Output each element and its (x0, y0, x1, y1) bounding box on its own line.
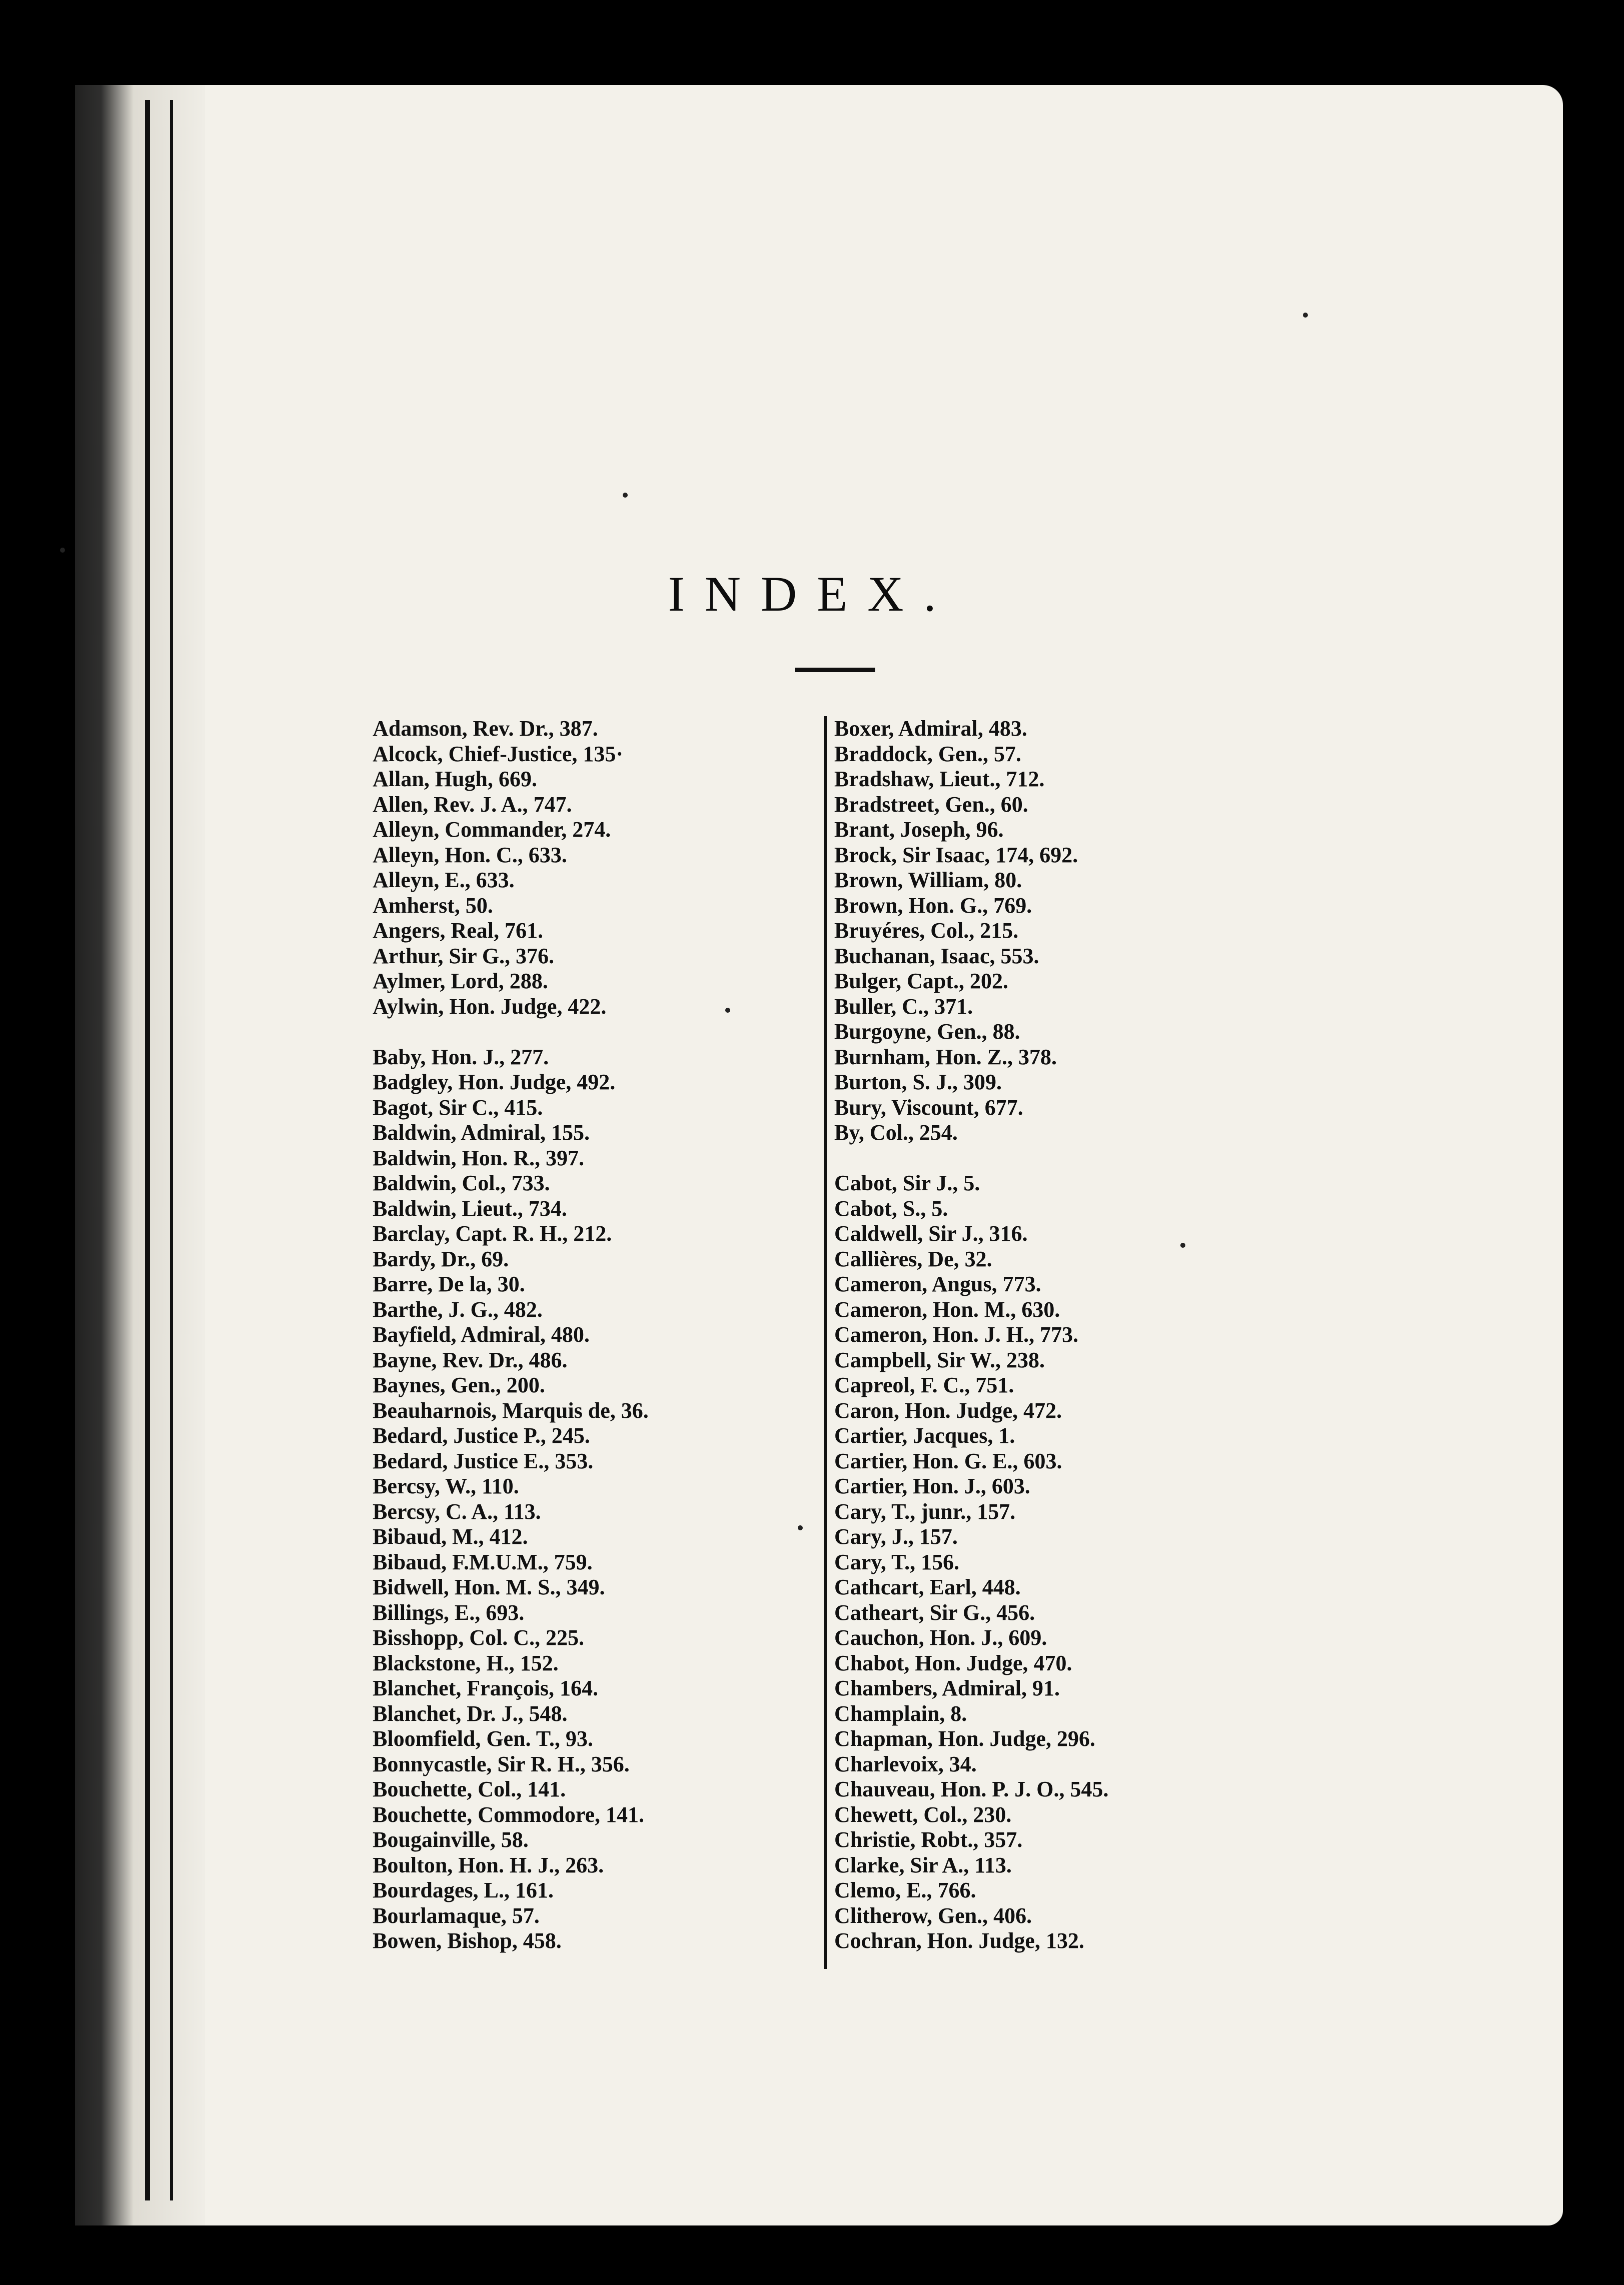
index-entry: Bouchette, Commodore, 141. (373, 1802, 644, 1827)
index-entry: Blanchet, Dr. J., 548. (373, 1701, 568, 1726)
index-column-left (373, 716, 793, 1954)
index-entry: Brock, Sir Isaac, 174, 692. (834, 842, 1078, 867)
index-entry: Cabot, S., 5. (834, 1196, 948, 1221)
index-entry: Cameron, Hon. M., 630. (834, 1297, 1060, 1322)
book-spine (75, 85, 205, 2225)
scan-speck (1180, 1243, 1185, 1248)
index-group-a (373, 716, 793, 1019)
index-entry: Baldwin, Col., 733. (373, 1171, 550, 1195)
index-entry: Allen, Rev. J. A., 747. (373, 792, 572, 817)
index-entry: Buchanan, Isaac, 553. (834, 943, 1039, 968)
index-entry: Cartier, Hon. J., 603. (834, 1474, 1030, 1498)
index-entry: Chewett, Col., 230. (834, 1802, 1012, 1827)
index-entry: Alleyn, Commander, 274. (373, 817, 611, 842)
index-entry: Bloomfield, Gen. T., 93. (373, 1726, 593, 1751)
index-entry: Chambers, Admiral, 91. (834, 1676, 1060, 1700)
index-entry: Bougainville, 58. (373, 1827, 529, 1852)
index-entry: Barre, De la, 30. (373, 1272, 525, 1296)
index-entry: Bowen, Bishop, 458. (373, 1928, 562, 1953)
index-entry: Barclay, Capt. R. H., 212. (373, 1221, 612, 1246)
index-entry: Burnham, Hon. Z., 378. (834, 1044, 1057, 1069)
index-entry: Buller, C., 371. (834, 994, 973, 1019)
page-title: INDEX. (668, 566, 956, 622)
index-entry: Bradstreet, Gen., 60. (834, 792, 1028, 817)
index-entry: Angers, Real, 761. (373, 918, 543, 943)
index-entry: Boxer, Admiral, 483. (834, 716, 1027, 741)
index-entry: Adamson, Rev. Dr., 387. (373, 716, 598, 741)
index-entry: Bury, Viscount, 677. (834, 1095, 1023, 1120)
index-entry: Bayne, Rev. Dr., 486. (373, 1347, 568, 1372)
index-entry: Bruyéres, Col., 215. (834, 918, 1019, 943)
index-entry: Allan, Hugh, 669. (373, 767, 537, 791)
index-entry: Blanchet, François, 164. (373, 1676, 598, 1700)
index-entry: Brown, William, 80. (834, 868, 1022, 892)
spine-edge-line (145, 100, 150, 2200)
index-entry: Bercsy, W., 110. (373, 1474, 519, 1498)
index-entry: Clitherow, Gen., 406. (834, 1903, 1032, 1928)
index-entry: Bouchette, Col., 141. (373, 1777, 566, 1801)
index-entry: Cary, T., junr., 157. (834, 1499, 1016, 1524)
index-entry: Campbell, Sir W., 238. (834, 1347, 1045, 1372)
index-entry: Cathcart, Earl, 448. (834, 1575, 1021, 1599)
index-entry: Cochran, Hon. Judge, 132. (834, 1928, 1084, 1953)
index-entry: Bardy, Dr., 69. (373, 1246, 509, 1271)
index-entry: Bercsy, C. A., 113. (373, 1499, 541, 1524)
index-entry: Baynes, Gen., 200. (373, 1373, 545, 1397)
index-entry: Baby, Hon. J., 277. (373, 1044, 549, 1069)
index-entry: Cabot, Sir J., 5. (834, 1171, 980, 1195)
index-entry: Chapman, Hon. Judge, 296. (834, 1726, 1096, 1751)
index-entry: Cartier, Jacques, 1. (834, 1423, 1015, 1448)
index-entry: Bagot, Sir C., 415. (373, 1095, 543, 1120)
index-entry: Bourdages, L., 161. (373, 1878, 554, 1902)
index-entry: Baldwin, Admiral, 155. (373, 1120, 590, 1145)
index-entry: Boulton, Hon. H. J., 263. (373, 1852, 604, 1877)
index-entry: Beauharnois, Marquis de, 36. (373, 1398, 649, 1423)
index-entry: Christie, Robt., 357. (834, 1827, 1023, 1852)
index-column-right (834, 716, 1284, 1954)
index-entry: Cartier, Hon. G. E., 603. (834, 1448, 1062, 1473)
index-entry: Alleyn, Hon. C., 633. (373, 842, 567, 867)
index-entry: Callières, De, 32. (834, 1246, 992, 1271)
index-entry: Chauveau, Hon. P. J. O., 545. (834, 1777, 1109, 1801)
index-group-c (834, 1171, 1284, 1954)
index-entry: Alcock, Chief-Justice, 135· (373, 741, 624, 766)
index-entry: Billings, E., 693. (373, 1600, 525, 1625)
index-entry: Cameron, Angus, 773. (834, 1272, 1041, 1296)
index-entry: Braddock, Gen., 57. (834, 741, 1022, 766)
index-entry: Bonnycastle, Sir R. H., 356. (373, 1751, 630, 1776)
index-entry: Bidwell, Hon. M. S., 349. (373, 1575, 605, 1599)
index-entry: Chabot, Hon. Judge, 470. (834, 1650, 1072, 1675)
index-entry: Cauchon, Hon. J., 609. (834, 1625, 1047, 1650)
scan-speck (623, 493, 628, 498)
index-entry: Bayfield, Admiral, 480. (373, 1322, 590, 1347)
index-entry: Bradshaw, Lieut., 712. (834, 767, 1045, 791)
scan-speck (725, 1008, 730, 1013)
index-entry: Bisshopp, Col. C., 225. (373, 1625, 585, 1650)
index-entry: Burton, S. J., 309. (834, 1070, 1002, 1094)
index-entry: Cameron, Hon. J. H., 773. (834, 1322, 1079, 1347)
index-entry: Burgoyne, Gen., 88. (834, 1019, 1020, 1044)
index-entry: Blackstone, H., 152. (373, 1650, 559, 1675)
index-entry: Bourlamaque, 57. (373, 1903, 540, 1928)
index-entry: Bibaud, F.M.U.M., 759. (373, 1549, 593, 1574)
index-entry: Brant, Joseph, 96. (834, 817, 1004, 842)
book-page (75, 85, 1563, 2225)
index-entry: Amherst, 50. (373, 893, 493, 918)
group-spacer (834, 1146, 1284, 1171)
index-entry: Bedard, Justice P., 245. (373, 1423, 590, 1448)
index-entry: Aylmer, Lord, 288. (373, 969, 548, 993)
index-entry: Badgley, Hon. Judge, 492. (373, 1070, 616, 1094)
scan-speck (798, 1525, 803, 1530)
index-entry: Clemo, E., 766. (834, 1878, 976, 1902)
index-entry: Caron, Hon. Judge, 472. (834, 1398, 1062, 1423)
scan-speck (60, 548, 65, 553)
index-entry: Capreol, F. C., 751. (834, 1373, 1014, 1397)
index-entry: Baldwin, Hon. R., 397. (373, 1145, 584, 1170)
column-divider (824, 716, 827, 1969)
index-entry: Bedard, Justice E., 353. (373, 1448, 594, 1473)
title-rule (795, 668, 875, 672)
index-group-b (373, 1045, 793, 1954)
index-entry: Alleyn, E., 633. (373, 868, 515, 892)
index-entry: Cary, J., 157. (834, 1524, 958, 1549)
index-entry: Caldwell, Sir J., 316. (834, 1221, 1028, 1246)
index-entry: Brown, Hon. G., 769. (834, 893, 1032, 918)
index-group-b-continued (834, 716, 1284, 1146)
group-spacer (373, 1019, 793, 1045)
index-entry: Barthe, J. G., 482. (373, 1297, 543, 1322)
index-entry: Arthur, Sir G., 376. (373, 943, 555, 968)
scan-speck (1303, 313, 1308, 318)
index-entry: Clarke, Sir A., 113. (834, 1852, 1012, 1877)
index-entry: Bulger, Capt., 202. (834, 969, 1008, 993)
index-entry: Champlain, 8. (834, 1701, 967, 1726)
index-entry: By, Col., 254. (834, 1120, 958, 1145)
index-entry: Catheart, Sir G., 456. (834, 1600, 1035, 1625)
index-entry: Charlevoix, 34. (834, 1751, 977, 1776)
index-entry: Cary, T., 156. (834, 1549, 960, 1574)
index-entry: Baldwin, Lieut., 734. (373, 1196, 567, 1221)
spine-edge-line (170, 100, 173, 2200)
index-entry: Bibaud, M., 412. (373, 1524, 528, 1549)
index-entry: Aylwin, Hon. Judge, 422. (373, 994, 607, 1019)
